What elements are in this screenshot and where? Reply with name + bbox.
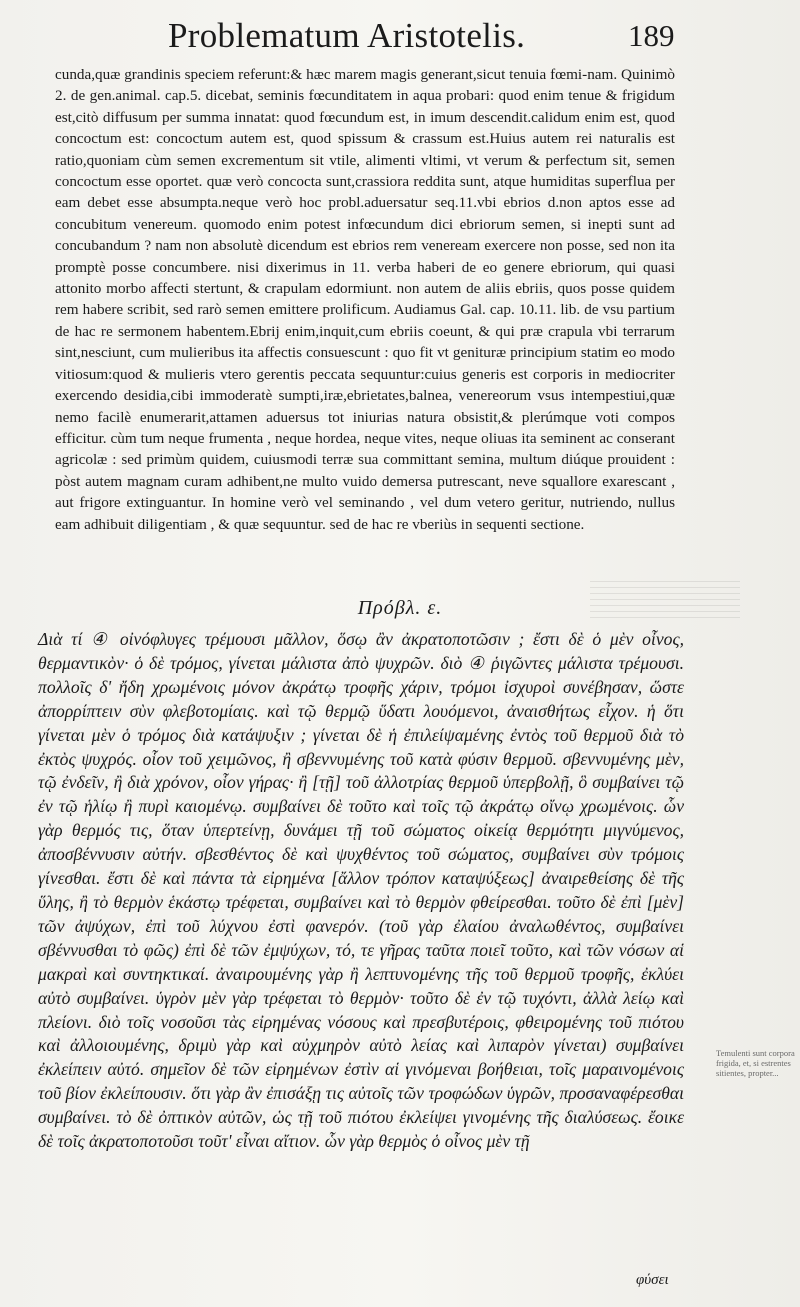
page-number: 189 — [628, 18, 675, 53]
greek-text-block — [38, 628, 684, 1154]
problem-heading: Πρόβλ. ε. — [357, 597, 443, 619]
margin-note: Temulenti sunt corpora frigida, et, si estrentes sitientes, propter... — [716, 1048, 795, 1078]
latin-commentary — [55, 64, 675, 535]
catchword: φύσει — [636, 1272, 669, 1288]
running-title: Problematum Aristotelis. — [168, 16, 526, 55]
greek-paragraph: Διὰ τί ④ οἰνόφλυγες τρέμουσι μᾶλλον, ὅσῳ ἂν ἀκρατοποτῶσιν ; ἔστι δὲ ὁ μὲν οἶνος, θερμαντικὸν· ὁ δὲ τρόμος, γίνεται μάλιστα ἀπὸ ψυχρῶν. διὸ ④ ῥιγῶντες μάλιστα τρέμουσι. πολλοῖς δ' ἤδη χρωμένοις μόνον ἀκράτῳ τροφῆς χάριν, τρόμοι ἰσχυροὶ συνέβησαν, ὥστε ἀπορρίπτειν σὺν φλεβοτομίαις. καὶ τῷ θερμῷ ὕδατι λουόμενοι, ἀναισθήτως εἶχον. ἡ ὅτι γίνεται μὲν ὁ τρόμος διὰ κατάψυξιν ; γίνεται δὲ ἡ ἐπιλείψαμένης ἐντὸς τοῦ θερμοῦ διὰ τὸ ἐκτὸς ψυχρός. οἷον τοῦ χειμῶνος, ἢ σβεννυμένης τοῦ κατὰ φύσιν θερμοῦ. σβεννυμένης μὲν, τῷ ἐνδεῖν, ἢ διὰ χρόνον, οἷον γήρας· ἢ [τῇ] τοῦ ἀλλοτρίας θερμοῦ ὑπερβολῇ, ὃ συμβαίνει τῷ ἐν τῷ ἡλίῳ ἢ πυρὶ καιομένῳ. συμβαίνει δὲ τοῦτο καὶ τοῖς τῷ ἀκράτῳ οἴνῳ χρωμένοις. ὧν γὰρ θερμός τις, ὅταν ὑπερτείνῃ, δυνάμει τῇ τοῦ σώματος οἰκείᾳ θερμότητι μιγνύμενος, ἀποσβέννυσιν αὐτήν. σβεσθέντος δὲ καὶ ψυχθέντος τοῦ σώματος, συμβαίνει σὺν τρόμοις γίνεσθαι. ἔστι δὲ καὶ πάντα τὰ εἰρημένα [ἄλλον τρόπον καταψύξεως] ἀναιρεθείσης δὲ τῆς ὕλης, ἢ τὸ θερμὸν ἑκάστῳ τρέφεται, συμβαίνει καὶ τὸ θερμὸν φθείρεσθαι. τοῦτο δὲ ἐπὶ [μὲν] τῶν ἀψύχων, ἐπὶ τοῦ λύχνου ἐστὶ φανερόν. (τοῦ γὰρ ἐλαίου ἀναλωθέντος, συμβαίνει σβέννυσθαι τὸ φῶς) ἐπὶ δὲ τῶν ἐμψύχων, τό, τε γῆρας ταῦτα ποιεῖ τοῦτο, καὶ τῶν νόσων αἱ μακραὶ καὶ συντηκτικαί. ἀναιρουμένης γὰρ ἢ λεπτυνομένης τῆς τοῦ θερμοῦ τροφῆς, ἐκλύει αὐτὸ συμβαίνει. ὑγρὸν μὲν γὰρ τρέφεται τὸ θερμὸν· τοῦτο δὲ ἐν τῷ τυχόντι, ἀλλὰ λείῳ καὶ πλείονι. διὸ τοῖς νοσοῦσι τὰς εἰρημένας νόσους καὶ πρεσβυτέροις, φθειρομένης τοῦ πιότου καὶ ἀλλοιουμένης, δριμὺ γὰρ καὶ αὐχμηρὸν αὐτὸ λείας καὶ λιπαρὸν γίνεται) συμβαίνει ἐκλείπειν αὐτό. σημεῖον δὲ τῶν εἰρημένων ἐστὶν αἱ γινόμεναι βοήθειαι, τοῖς μαραινομένοις τοῦ βίον ἐκλείπουσιν. ὅτι γὰρ ἂν ἐπισάξῃ τις αὐτοῖς τῶν τροφώδων ὑγρῶν, προσαναφέρεσθαι συμβαίνει. τὸ δὲ ὀπτικὸν αὐτῶν, ὡς τῇ τοῦ πιότου ἐκλείψει γινομένης τῆς διαλύσεως. ἔοικε δὲ τοῖς ἀκρατοποτοῦσι τοῦτ' εἶναι αἴτιον. ὧν γὰρ θερμὸς ὁ οἶνος μὲν τῇ — [38, 629, 684, 1152]
latin-paragraph: cunda,quæ grandinis speciem referunt:& hæc marem magis generant,sicut tenuia fœmi-nam. Quinimò 2. de gen.animal. cap.5. dicebat, seminis fœcunditatem in aqua probari: quod enim tenue & frigidum est,citò diffusum per summa innatat: quod fœcundum est, in imum descendit.calidum enim est, quod concoctum est: concoctum autem est, quod spissum & crassum est.Huius autem rei naturalis est ratio,quoniam cùm semen excrementum sit vtile, alimenti vltimi, vt verum & perfectum sit, semen concoctum esse oportet. quæ verò concocta sunt,crassiora reddita sunt, atque humiditas superflua per eam debet esse absumpta.neque verò hoc probl.aduersatur seq.11.vbi ebrios d.non aptos esse ad concubitum venereum. quomodo enim potest infœcundum dici ebriorum semen, si inepti sunt ad concubandum ? nam non absolutè dicendum est ebrios rem veneream exercere non posse, sed non ita promptè posse concumbere. nisi dixerimus in 11. verba haberi de eo genere ebriorum, qui quasi attonito morbo affecti stertunt, & crapulam edormiunt. non autem de aliis ebriis, quos posse quidem rem habere scribit, sed rarò semen emittere prolificum. Audiamus Gal. cap. 10.11. lib. de vsu partium de hac re sermonem habentem.Ebrij enim,inquit,cum ebriis coeunt, & qui præ crapula vbi terrarum sint,nesciunt, cum mulieribus ita affectis consuescunt : quo fit vt genituræ principium statim eo modo vitiosum:quod & mulieris vtero gerentis peccata sequuntur:cuius generis est corporis in mediocriter exercendo desidia,cibi immoderatè sumpti,iræ,ebrietates,balnea, venereorum vsus intempestiui,quæ nemo facilè enumerarit,attamen aduersus tot iniurias natura obsistit,& plerúmque voti compos efficitur. cùm tum neque frumenta , neque hordea, neque vites, neque oliuas ita seminent ac conserant agricolæ : sed primùm quidem, cuiusmodi terræ sua committant semina, multum diúque prouident : pòst autem magnam curam adhibent,ne multo vuido demersa putrescant, neve squallore exarescant , aut frigore extinguantur. In homine verò vel seminando , vel dum vetero geritur, nutriendo, nullus eam adhibuit diligentiam , & quæ sequuntur. sed de hac re vberiùs in sequenti sectione. — [55, 66, 675, 533]
page-header — [0, 14, 800, 58]
